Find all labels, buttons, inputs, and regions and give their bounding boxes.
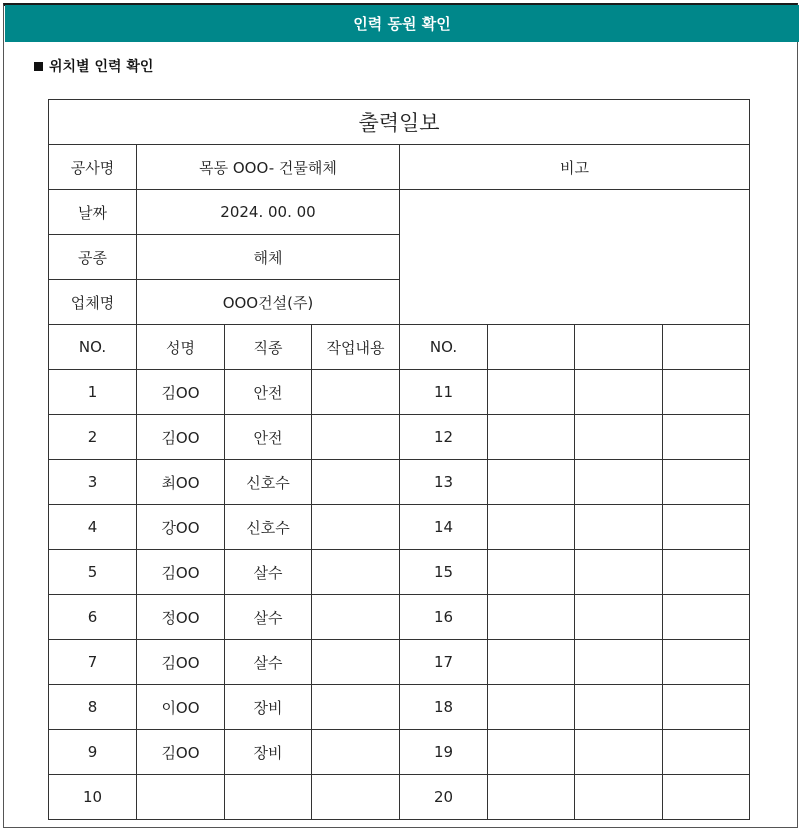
project-label: 공사명 <box>49 145 137 190</box>
cell-extra[interactable] <box>663 505 750 550</box>
cell-extra[interactable] <box>488 550 575 595</box>
company-value: OOO건설(주) <box>137 280 400 325</box>
cell-job: 안전 <box>225 370 312 415</box>
col-empty <box>488 325 575 370</box>
cell-extra[interactable] <box>663 415 750 460</box>
remarks-label: 비고 <box>400 145 750 190</box>
section-heading <box>34 56 153 76</box>
cell-extra[interactable] <box>575 595 663 640</box>
cell-name: 강OO <box>137 505 225 550</box>
cell-no: 3 <box>49 460 137 505</box>
cell-extra[interactable] <box>663 685 750 730</box>
report-title-row <box>49 100 750 145</box>
square-bullet-icon <box>34 62 43 71</box>
cell-no: 4 <box>49 505 137 550</box>
cell-name: 이OO <box>137 685 225 730</box>
cell-job: 장비 <box>225 730 312 775</box>
trade-value: 해체 <box>137 235 400 280</box>
cell-job: 살수 <box>225 550 312 595</box>
cell-no: 5 <box>49 550 137 595</box>
cell-no: 10 <box>49 775 137 820</box>
cell-extra[interactable] <box>488 775 575 820</box>
table-row <box>49 595 750 640</box>
cell-name: 김OO <box>137 640 225 685</box>
cell-extra[interactable] <box>575 730 663 775</box>
cell-extra[interactable] <box>575 370 663 415</box>
cell-no: 2 <box>49 415 137 460</box>
cell-extra[interactable] <box>488 595 575 640</box>
cell-no: 1 <box>49 370 137 415</box>
cell-extra[interactable] <box>575 415 663 460</box>
cell-no2: 14 <box>400 505 488 550</box>
cell-no: 8 <box>49 685 137 730</box>
cell-no2: 11 <box>400 370 488 415</box>
cell-job: 살수 <box>225 640 312 685</box>
cell-work[interactable] <box>312 460 400 505</box>
cell-extra[interactable] <box>575 640 663 685</box>
cell-extra[interactable] <box>488 730 575 775</box>
col-name: 성명 <box>137 325 225 370</box>
table-row <box>49 505 750 550</box>
cell-name <box>137 775 225 820</box>
col-empty <box>663 325 750 370</box>
col-no2: NO. <box>400 325 488 370</box>
cell-job: 장비 <box>225 685 312 730</box>
cell-extra[interactable] <box>663 775 750 820</box>
table-row <box>49 550 750 595</box>
cell-name: 정OO <box>137 595 225 640</box>
cell-no2: 13 <box>400 460 488 505</box>
date-label: 날짜 <box>49 190 137 235</box>
cell-job: 살수 <box>225 595 312 640</box>
col-no: NO. <box>49 325 137 370</box>
cell-work[interactable] <box>312 370 400 415</box>
cell-no2: 18 <box>400 685 488 730</box>
cell-work[interactable] <box>312 595 400 640</box>
report-title: 출력일보 <box>49 100 750 145</box>
cell-extra[interactable] <box>663 460 750 505</box>
info-row-project <box>49 145 750 190</box>
cell-extra[interactable] <box>663 730 750 775</box>
table-row <box>49 415 750 460</box>
cell-name: 김OO <box>137 415 225 460</box>
cell-work[interactable] <box>312 685 400 730</box>
cell-extra[interactable] <box>663 550 750 595</box>
table-row <box>49 640 750 685</box>
cell-extra[interactable] <box>488 640 575 685</box>
cell-no: 7 <box>49 640 137 685</box>
header-title: 인력 동원 확인 <box>353 15 451 33</box>
cell-extra[interactable] <box>575 550 663 595</box>
cell-extra[interactable] <box>575 460 663 505</box>
table-row <box>49 460 750 505</box>
cell-extra[interactable] <box>575 505 663 550</box>
cell-no2: 12 <box>400 415 488 460</box>
company-label: 업체명 <box>49 280 137 325</box>
page-header <box>5 5 799 42</box>
cell-job: 신호수 <box>225 460 312 505</box>
table-row <box>49 370 750 415</box>
cell-work[interactable] <box>312 775 400 820</box>
cell-work[interactable] <box>312 415 400 460</box>
cell-name: 김OO <box>137 730 225 775</box>
worker-rows <box>49 370 750 820</box>
date-value: 2024. 00. 00 <box>137 190 400 235</box>
cell-job: 안전 <box>225 415 312 460</box>
table-row <box>49 730 750 775</box>
daily-report-table <box>48 99 750 820</box>
table-row <box>49 775 750 820</box>
section-label: 위치별 인력 확인 <box>49 59 154 75</box>
cell-extra[interactable] <box>575 685 663 730</box>
cell-name: 최OO <box>137 460 225 505</box>
cell-no: 9 <box>49 730 137 775</box>
cell-extra[interactable] <box>575 775 663 820</box>
cell-name: 김OO <box>137 550 225 595</box>
cell-work[interactable] <box>312 505 400 550</box>
cell-work[interactable] <box>312 730 400 775</box>
cell-name: 김OO <box>137 370 225 415</box>
cell-no2: 19 <box>400 730 488 775</box>
table-row <box>49 685 750 730</box>
trade-label: 공종 <box>49 235 137 280</box>
cell-extra[interactable] <box>488 415 575 460</box>
cell-extra[interactable] <box>488 460 575 505</box>
col-empty <box>575 325 663 370</box>
cell-no2: 20 <box>400 775 488 820</box>
cell-extra[interactable] <box>488 685 575 730</box>
cell-job: 신호수 <box>225 505 312 550</box>
cell-no2: 16 <box>400 595 488 640</box>
cell-no: 6 <box>49 595 137 640</box>
cell-work[interactable] <box>312 640 400 685</box>
cell-work[interactable] <box>312 550 400 595</box>
cell-no2: 15 <box>400 550 488 595</box>
project-value: 목동 OOO- 건물해체 <box>137 145 400 190</box>
column-header-row <box>49 325 750 370</box>
cell-job <box>225 775 312 820</box>
col-job: 직종 <box>225 325 312 370</box>
remarks-cell[interactable] <box>400 190 750 325</box>
cell-extra[interactable] <box>663 595 750 640</box>
info-row-date <box>49 190 750 235</box>
col-work: 작업내용 <box>312 325 400 370</box>
cell-extra[interactable] <box>663 640 750 685</box>
cell-extra[interactable] <box>663 370 750 415</box>
cell-extra[interactable] <box>488 370 575 415</box>
cell-no2: 17 <box>400 640 488 685</box>
cell-extra[interactable] <box>488 505 575 550</box>
